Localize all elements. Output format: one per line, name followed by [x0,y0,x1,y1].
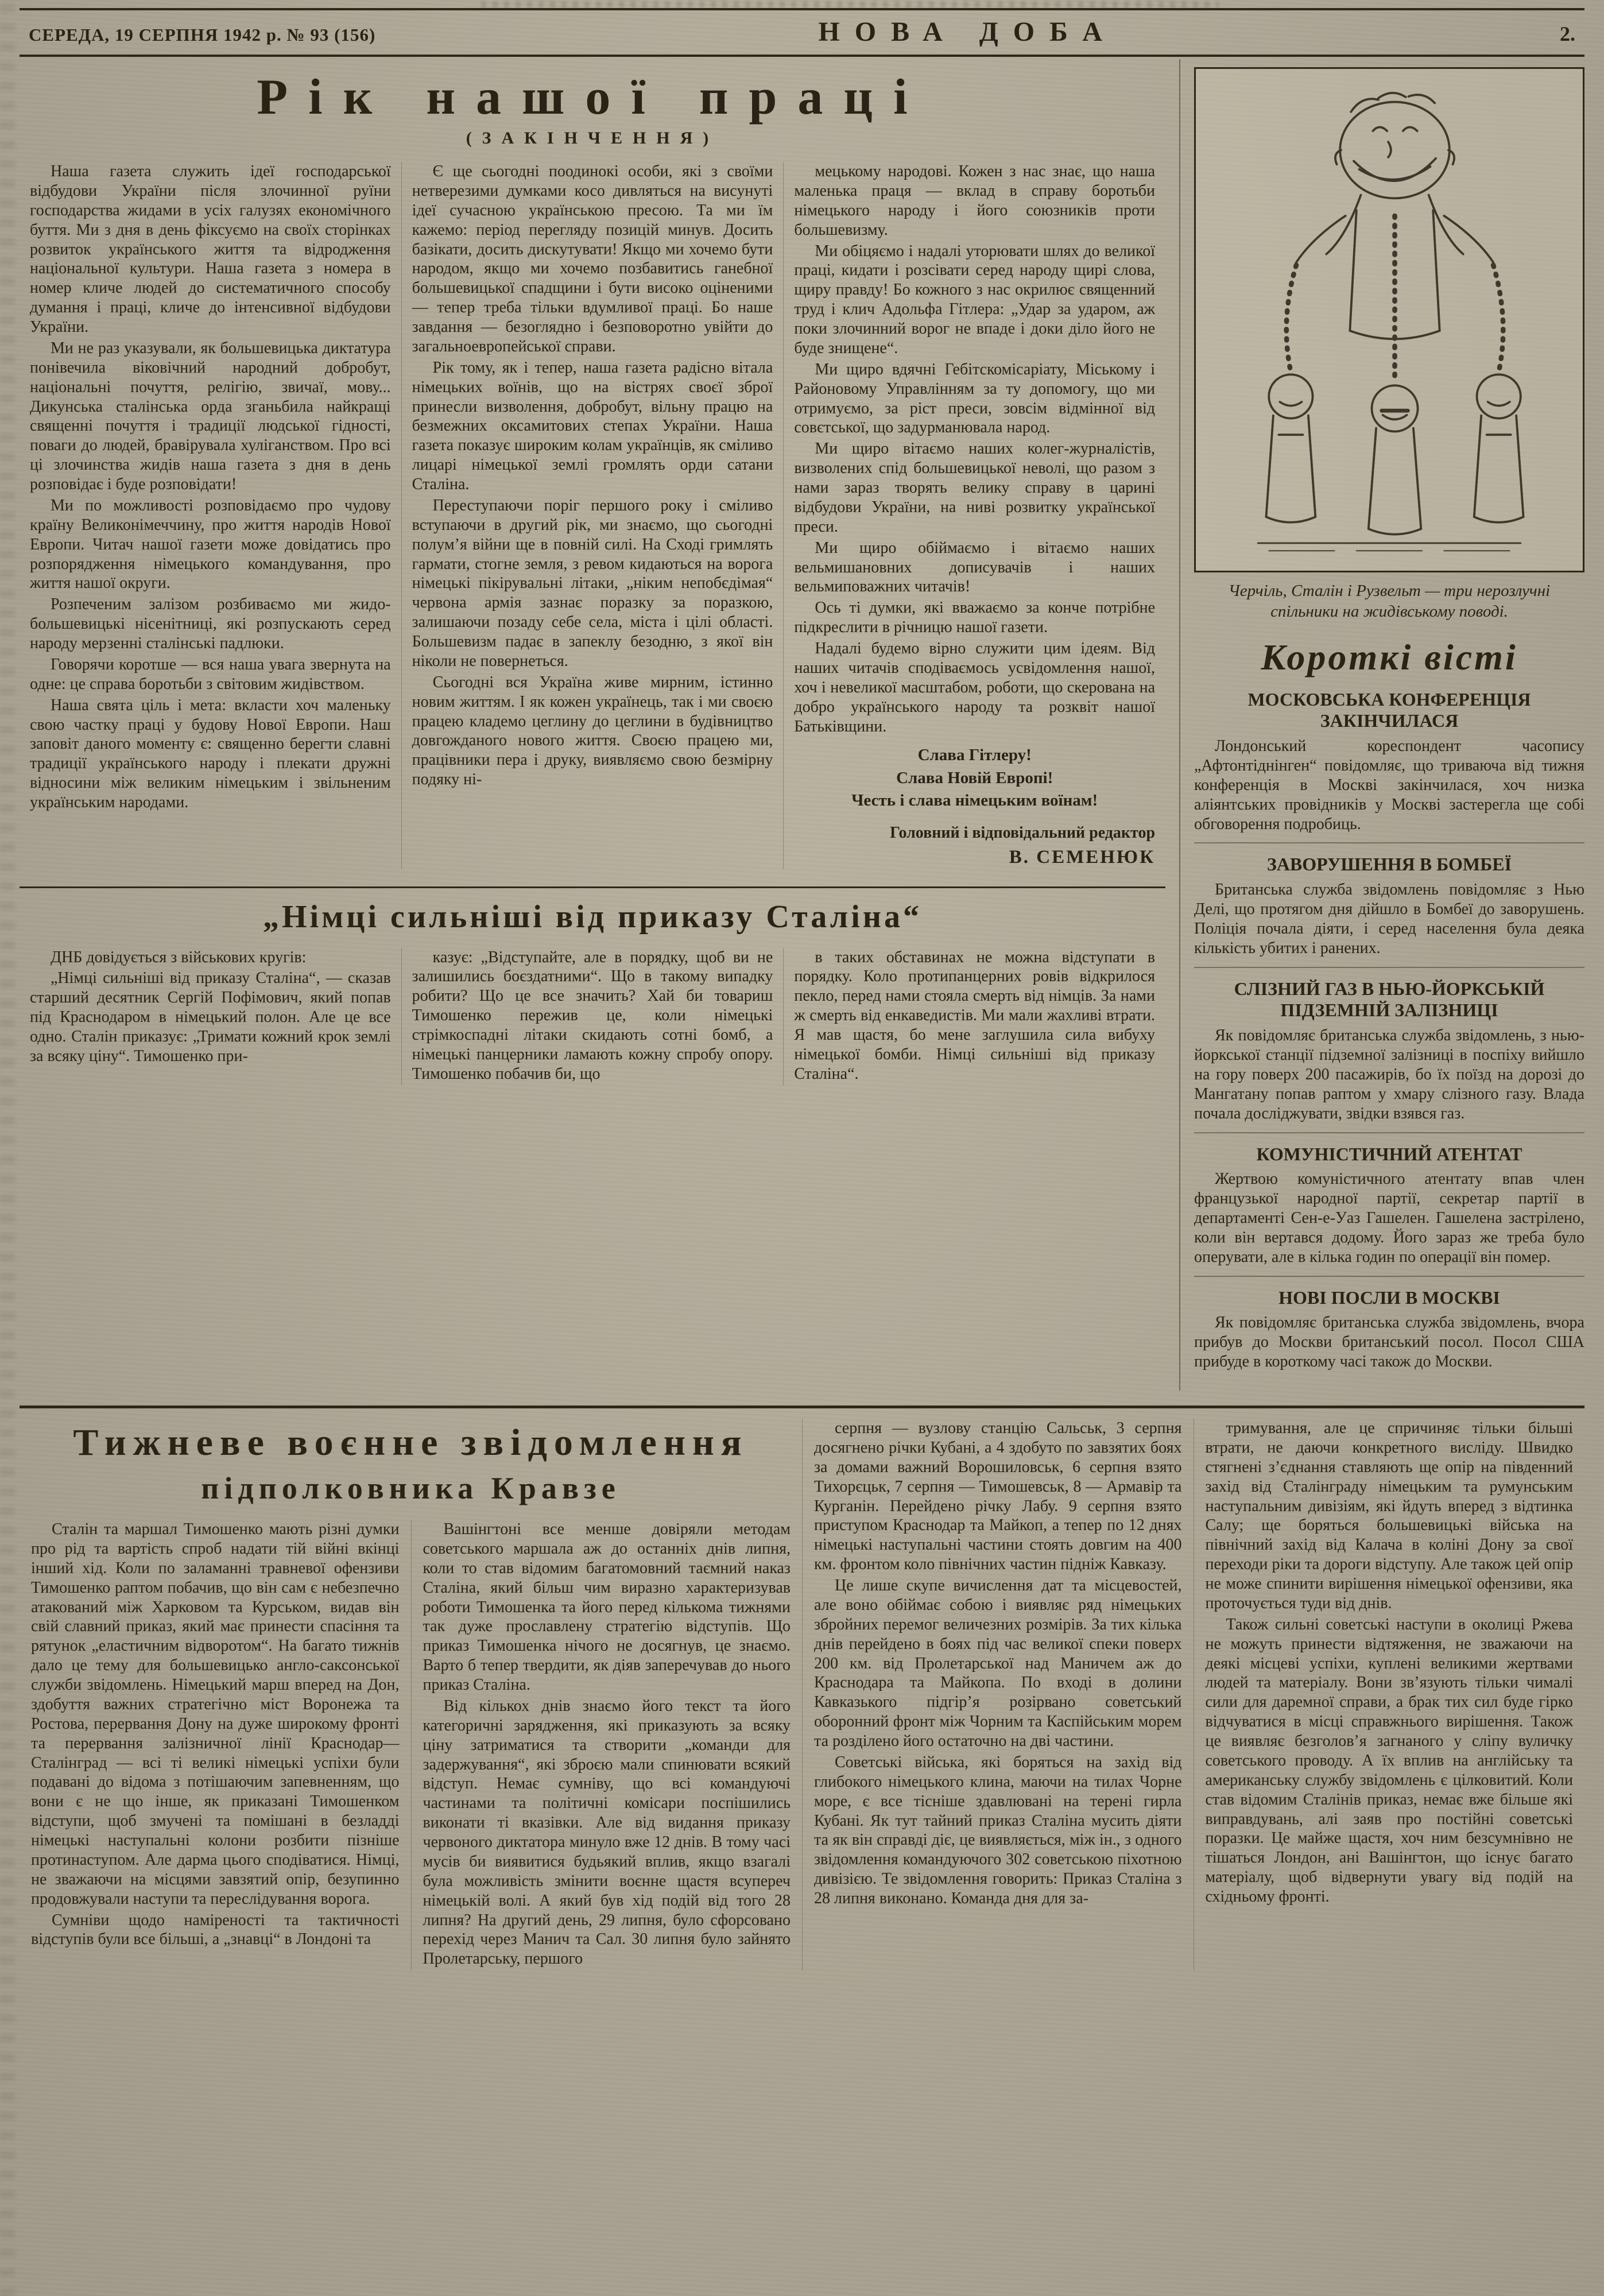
weekly-column-3 [802,1419,1194,1970]
stalin-column-2 [401,948,784,1086]
news-item [1194,854,1584,967]
paragraph: серпня — вузлову станцію Сальськ, 3 серпня досягнено річки Кубані, а 4 здобуто по завзятих боях за домами важний Ворошиловськ, 6 серпня взято Тихорєцьк, 7 серпня — Тимошевськ, 8 — Армавір та Курганін. Перейдено річку Лабу. 9 серпня взято приступом Краснодар та Майкоп, а тепер по 12 днях німецькі наступальні частини стоять довгим на 400 км. фронтом коло північних частин підніж Кавказу. [814,1419,1182,1574]
scan-artifact-top [481,1,1219,8]
weekly-title-line2: підполковника Кравзе [201,1471,621,1505]
slogan-line: Слава Новій Европі! [896,768,1053,787]
paragraph: Ось ті думки, які вважаємо за конче потрібне підкреслити в річницю нашої газети. [794,599,1156,637]
paragraph: Рік тому, як і тепер, наша газета радісно вітала німецьких воїнів, що на вістрях своєї зброї принесли визволення, добробут, вільну працю на безмежних оксамитових степах України. Наша газета показує широким колам українців, як сміливо лицарі німецької землі громлять орди сатани Сталіна. [412,358,773,493]
weekly-title-line1: Тижневе воєнне звідомлення [73,1422,749,1463]
paragraph: Сумніви щодо наміреності та тактичності відступів були все більші, а „знавці“ в Лондоні та [31,1911,400,1949]
page-header [20,8,1584,57]
lead-column-3-text [794,162,1155,736]
paragraph: Від кількох днів знаємо його текст та його категоричні зарядження, які приказують за всяку ціну затриматися та створити „команди для задержування“, які зброєю мали спинювати всякий відступ. Немає сумніву, що всі командуючі частинами та політичні комісари поспішились виконати ті вказівки. Але від видання приказу червоного диктатора минуло вже 12 днів. В тому часі мусів би виявитися будьякий вплив, якщо взагалі була можливість змінити воєнне щастя всупереч німецькій волі. А який був хід подій від того 28 липня? На другий день, 29 липня, було сфорсовано перехід через Манич та Сал. 30 липня було зайнято Пролетарську, першого [423,1697,791,1968]
paragraph: Говорячи коротше — вся наша увага звернута на одне: це справа боротьби з світовим жидівством. [30,655,391,693]
news-item-body: Британська служба звідомлень повідомляє з Нью Делі, що протягом дня дійшло в Бомбеї до заворушень. Поліція почала діяти, і серед населення була деяка кількість убитих і ранених. [1194,881,1584,957]
slogans-block [794,744,1155,811]
paragraph: Переступаючи поріг першого року і сміливо вступаючи в другий рік, ми знаємо, що сьогодні полум’я війни ще в повній силі. На Сході гримлять гармати, стогне земля, з ревом кидаються на ворога німецькі пікірувальні літаки, „ніким непобєдімая“ червона армія зазнає поразку за поразкою, залишаючи позаду себе села, міста і цілі області. Большевизм падає в запеклу безодню, з якої він ніколи не повернеться. [412,496,773,670]
slogan-line: Слава Гітлеру! [917,746,1032,765]
paragraph: Це лише скупе вичислення дат та місцевостей, але воно обіймає собою і виявляє ряд німецьких збройних перемог величезних розмірів. За тих кілька днів перейдено в боях під час великої спеки поверх 200 км. від Пролетарської над Маничем аж до Краснодара та Майкопа. По вході в долини Кавказького підгір’я розірвано советський оборонний фронт між Чорним та Каспійським морем та розділено його остаточно на дві частини. [814,1577,1182,1750]
page-number: 2. [1560,22,1575,45]
news-item-body: Жертвою комуністичного атентату впав член французької народної партії, секретар партії в департаменті Сен-е-Уаз Гашелен. Гашелена застрілено, коли він вертався додому. Його зараз же треба було оперувати, але в кілька годин по операції він помер. [1194,1170,1584,1266]
cartoon-caption: Черчіль, Сталін і Рузвельт — три нерозлучні спільники на жидівському поводі. [1228,582,1551,621]
paragraph: Наша свята ціль і мета: вкласти хоч маленьку свою частку праці у будову Нової Европи. Наш заповіт даного моменту є: священно берегти славні традиції українського народу і плекати дружні відносини між великим німецьким і звільненим українським народами. [30,696,391,811]
stalin-column-3 [783,948,1165,1086]
short-news-title: Короткі вісті [1261,636,1518,677]
date-line: СЕРЕДА, 19 СЕРПНЯ 1942 р. № 93 (156) [29,25,376,45]
lead-article-title: Рік нашої праці [257,69,928,125]
paragraph: ДНБ довідується з військових кругів: [51,948,307,966]
news-item-heading: КОМУНІСТИЧНИЙ АТЕНТАТ [1256,1143,1522,1164]
upper-section [20,59,1584,1391]
cartoon-image [1200,73,1578,566]
masthead-title: НОВА ДОБА [818,17,1117,47]
paragraph: казує: „Відступайте, але в порядку, щоб ви не залишились боєздатними“. Що в такому випадку робити? Що це все значить? Хай би товариш Тимошенко пережив це, коли німецькі стрімкоспадні літаки скидають сотні бомб, а німецькі панцерники ламають кожну спробу опору. Тимошенко побачив би, що [412,948,773,1083]
paragraph: Советські війська, які боряться на захід від глибокого німецького клина, маючи на тилах Чорне море, є все тісніше здавлювані на терені гирла Кубані. Як тут тайний приказ Сталіна мусить діяти та як він справді діє, це виявляється, між ін., з одного звідомлення командуючого 302 советською піхотною дивізією. Те звідомлення говорить: Приказ Сталіна з 28 липня виконано. Команда дня для за- [814,1753,1182,1907]
news-item-heading: НОВІ ПОСЛИ В МОСКВІ [1278,1287,1500,1308]
slogan-line: Честь і слава німецьким воїнам! [851,791,1098,810]
paragraph: Сталін та маршал Тимошенко мають різні думки про рід та вартість спроб надати тій війні вкінці інший хід. Коли по заламанні травневої офензиви Тимошенко раптом побачив, що він сам є небезпечно атакований між Харковом та Курськом, видав він свій славний приказ, який має принести спасіння та рятунок „еластичним відворотом“. На багато тижнів дало це тему для большевицько англо-саксонської служби звідомлень. Німецький марш вперед на Дон, здобуття важних стратегічно міст Воронежа та Ростова, перервання Дону на дуже широкому фронті та перервання залізничної лінії Краснодар—Сталінград — всі ті великі німецькі успіхи були подавані до відома з потішаючим запевненням, що вони є не що інше, як приказані Тимошенком відступи, щоб змучені та помішані в безладді німецькі наступальні колони розбити пізніше протинаступом. Але дарма цього сподіватися. Німці, не зважаючи на місцями завзятий опір, безупинно продовжували наступи та переслідування ворога. [31,1520,400,1908]
right-rail [1179,59,1584,1391]
news-item [1194,1144,1584,1277]
news-item-heading: МОСКОВСЬКА КОНФЕРЕНЦІЯ ЗАКІНЧИЛАСЯ [1247,688,1531,731]
weekly-column-1 [20,1520,411,1970]
lead-columns [20,162,1165,869]
news-item-heading: СЛІЗНИЙ ГАЗ В НЬЮ-ЙОРКСЬКІЙ ПІДЗЕМНІЙ ЗАЛІЗНИЦІ [1234,978,1545,1021]
scan-artifact-left [0,0,15,2296]
lead-article-subtitle: (ЗАКІНЧЕННЯ) [466,129,719,148]
paragraph: Сьогодні вся Україна живе мирним, істинно новим життям. І як кожен українець, так і ми своєю працею кладемо цеглину до цеглини в будівництво довгожданого нового життя. Своєю працею ми, працівники пера і друку, виявляємо свою безмірну подяку ні- [412,673,773,789]
weekly-report-title [20,1419,802,1520]
paragraph: Ми не раз указували, як большевицька диктатура понівечила віковічний народний добробут, національні почуття, релігію, звичаї, мову... Дикунська сталінська орда зганьбила найкращі священні почуття і традиції людської гідності, поваги до людей, бравірувала хуліганством. Про всі ці злочинства жидів наша газета з дня в день розповідає і буде розповідати! [30,339,391,493]
news-item-body: Як повідомляє британська служба звідомлень, з нью-йоркської станції підземної залізниці в поспіху вийшло на гору поверх 200 пасажирів, бо їх поїзд на дорозі до Мангатану попав раптом у хмару слізного газу. Влада почала досліджувати, звідки взявся газ. [1194,1027,1584,1122]
paragraph: Ми щиро вдячні Гебітскомісаріату, Міському і Районовому Управлінням за ту допомогу, що ми отримуємо, за ріст преси, зовсім відмінної від совєтської, що задурманювала народ. [794,360,1156,437]
news-item-heading: ЗАВОРУШЕННЯ В БОМБЕЇ [1266,854,1512,875]
paragraph: тримування, але це спричиняє тільки більші втрати, не даючи конкретного висліду. Швидко стягнені з’єднання ставляють ще опір на південний захід від Сталінграду німецьким та румунським наступальним дивізіям, які йдуть вперед з відтинка Салу; ще боряться большевицькі війська на північний захід від Калача в коліні Дону за свої переходи ріки та дороги відступу. Але також цей опір не може спинити вирішення німецької офензиви, яка проточується туди від днів. [1205,1419,1573,1612]
lead-column-1 [20,162,401,869]
paragraph: Наша газета служить ідеї господарської відбудови України після злочинної руїни господарства жидами в усіх галузях економічного буття. Ми з дня в день фіксуємо на своїх сторінках розвиток українського життя та відродження національної культури. Наша газета з номера в номер кличе людей до систематичного способу думання і праці, кличе до інтенсивної відбудови України. [30,162,391,336]
paragraph: Ми щиро обіймаємо і вітаємо наших вельмишановних дописувачів і наших вельмиповажних читачів! [794,539,1156,596]
stalin-quote-article [20,886,1165,1086]
stalin-columns [20,948,1165,1086]
paragraph: Надалі будемо вірно служити цим ідеям. Від наших читачів сподіваємось усвідомлення нашої, хоч і невеликої масштабом, роботи, що скерована на добро українського народу та розквіт нашої Батьківщини. [794,640,1156,735]
weekly-column-4 [1194,1419,1585,1970]
short-news-section [1194,636,1584,1381]
paragraph: „Німці сильніші від приказу Сталіна“, — сказав старший десятник Сергій Пофімович, який попав під Краснодаром в німецький полон. Але це все одно. Сталін приказує: „Тримати кожний крок землі за всяку ціну“. Тимошенко при- [30,969,391,1065]
stalin-article-title: „Німці сильніші від приказу Сталіна“ [262,899,923,935]
paragraph: Є ще сьогодні поодинокі особи, які з своїми нетверезими думками косо дивляться на висунуті ідеї сучасною українською пресою. Та ми їм кажемо: період перегляду позицій минув. Досить базікати, досить дискутувати! Якщо ми хочемо бути народом, якщо ми хочемо позбавитись ганебної большевицької спадщини і бути високо оціненими — тепер треба тільки вдумливої праці. Бо наше завдання — безоглядно і безповоротно увійти до загальноевропейської справи. [412,162,773,355]
paragraph: Вашінгтоні все менше довіряли методам советського маршала аж до останніх днів липня, коли то став відомим багатомовний таємний наказ Сталіна, який більш чим виразно характеризував роботи Тимошенка та його перед кількома тижнями так дуже прославлену стратегію відступів. Що приказ Тимошенка нічого не досягнув, це знаємо. Варто б тепер твердити, як діяв заперечував до нього приказ Сталіна. [423,1520,791,1694]
paragraph: мецькому народові. Кожен з нас знає, що наша маленька праця — вклад в справу боротьби німецького народу і його союзників проти большевизму. [794,162,1156,239]
paragraph: в таких обставинах не можна відступати в порядку. Коло протипанцерних ровів відкрилося пекло, перед нами стояла смерть від німців. За нами ж смерть від енкаведистів. Ми мали жахливі втрати. Я мав щастя, бо мене заглушила сила вибуху німецької бомби. Німці сильніші від приказу Сталіна“. [794,948,1156,1083]
paragraph: Ми обіцяємо і надалі уторювати шлях до великої праці, кидати і розсівати серед народу щирі слова, щиру правду! Бо кожного з нас окрилює священний труд і клич Адольфа Гітлера: „Удар за ударом, аж поки злочинний ворог не впаде і доки діло його не буде знищене“. [794,242,1156,357]
news-item [1194,689,1584,844]
weekly-war-report [20,1406,1584,1970]
main-articles [20,59,1179,1391]
lead-column-3 [783,162,1165,869]
lead-article [20,68,1165,869]
paragraph: Ми щиро вітаємо наших колег-журналістів, визволених спід большевицької неволі, що разом з нами зараз творять велику справу в царині відбудови України, на ниві розвитку української преси. [794,440,1156,536]
paragraph: Також сильні советські наступи в околиці Ржева не можуть принести відтяження, не зважаючи на деякі місцеві успіхи, куплені великими жертвами людей та матеріалу. Вони зв’язують тільки чималі сили для даремної справи, а брак тих сил буде гірко відчуватися в місці справжнього вирішення. Також це виявляє безголов’я загнаного у сліпу вуличку советського проводу. А їх вплив на англійську та американську службу звідомлень є цілковитий. Коли став відомим Сталінів приказ, немає вже більше які виправдувань, алі заяв про постійні советські поразки. Це майже щастя, хоч ним безсумнівно не тішаться Лондон, ані Вашінгтон, що існує багато матеріалу, щоб відвернути увагу від подій на східньому фронті. [1205,1615,1573,1906]
lead-column-2 [401,162,784,869]
news-item-body: Лондонський кореспондент часопису „Афтонтіднінген“ повідомляє, що триваюча від тижня конференція в Москві закінчилася, хоч низка аліянтських провідників у Москві застерегла ще собі обговорення подробиць. [1194,737,1584,833]
weekly-column-2 [411,1520,803,1970]
news-item [1194,978,1584,1133]
paragraph: Ми по можливості розповідаємо про чудову країну Великонімеччину, про життя народів Нової Европи. Читач нашої газети може довідатись про розпорядження німецького командування, про життя нашої округи. [30,496,391,593]
signature-name: В. СЕМЕНЮК [1009,846,1156,868]
stalin-column-1 [20,948,401,1086]
paragraph: Розпеченим залізом розбиваємо ми жидо-большевицькі нісенітниці, які розпускають серед народу мерзенні сталінські падлюки. [30,595,391,652]
editor-signature [794,823,1155,869]
political-cartoon [1194,67,1584,572]
signature-role: Головний і відповідальний редактор [890,823,1156,842]
news-item [1194,1287,1584,1380]
news-item-body: Як повідомляє британська служба звідомлень, вчора прибув до Москви британський посол. Посол США прибуде в короткому часі також до Москви. [1194,1314,1584,1371]
